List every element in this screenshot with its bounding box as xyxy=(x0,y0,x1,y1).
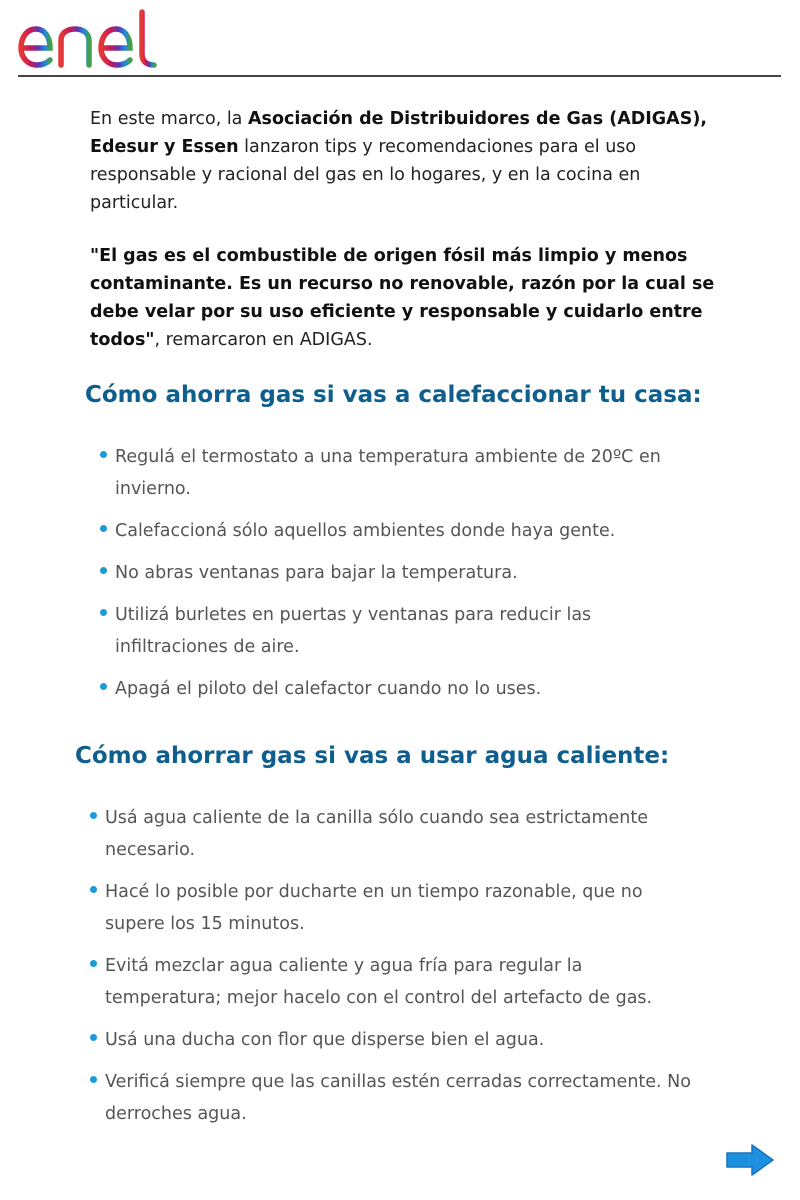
intro-text xyxy=(90,105,730,354)
quote-text: "El gas es el combustible de origen fósil más limpio y menos contaminante. Es un recurso no renovable, razón por la cual se debe velar por su uso eficiente y responsable y cuidarlo entre todos" xyxy=(90,246,715,350)
hot-water-tips-list xyxy=(88,802,698,1140)
section-title-hot-water: Cómo ahorrar gas si vas a usar agua caliente: xyxy=(75,743,670,769)
list-item: Calefaccioná sólo aquellos ambientes donde haya gente. xyxy=(98,515,708,547)
intro-paragraph xyxy=(90,105,730,217)
list-item: Regulá el termostato a una temperatura ambiente de 20ºC en invierno. xyxy=(98,441,708,505)
heating-tips-list xyxy=(98,441,708,715)
list-item: No abras ventanas para bajar la temperatura. xyxy=(98,557,708,589)
enel-logo xyxy=(18,8,183,68)
quote-attribution: , remarcaron en ADIGAS. xyxy=(154,330,373,350)
quote-paragraph xyxy=(90,242,730,354)
intro-text-c: lanzaron tips y recomendaciones para el uso responsable y racional del gas en lo hogares, y en la cocina en particular. xyxy=(90,137,641,213)
list-item: Usá agua caliente de la canilla sólo cuando sea estrictamente necesario. xyxy=(88,802,698,866)
list-item: Hacé lo posible por ducharte en un tiempo razonable, que no supere los 15 minutos. xyxy=(88,876,698,940)
intro-text-bold: Asociación de Distribuidores de Gas (ADIGAS), Edesur y Essen xyxy=(90,109,707,157)
intro-text-a: En este marco, la xyxy=(90,109,248,129)
list-item: Verificá siempre que las canillas estén cerradas correctamente. No derroches agua. xyxy=(88,1066,698,1130)
list-item: Apagá el piloto del calefactor cuando no lo uses. xyxy=(98,673,708,705)
list-item: Evitá mezclar agua caliente y agua fría para regular la temperatura; mejor hacelo con el control del artefacto de gas. xyxy=(88,950,698,1014)
list-item: Utilizá burletes en puertas y ventanas para reducir las infiltraciones de aire. xyxy=(98,599,708,663)
section-title-heating: Cómo ahorra gas si vas a calefaccionar tu casa: xyxy=(85,382,702,408)
list-item: Usá una ducha con flor que disperse bien el agua. xyxy=(88,1024,698,1056)
page-header xyxy=(18,0,781,77)
arrow-right-icon[interactable] xyxy=(724,1142,776,1178)
